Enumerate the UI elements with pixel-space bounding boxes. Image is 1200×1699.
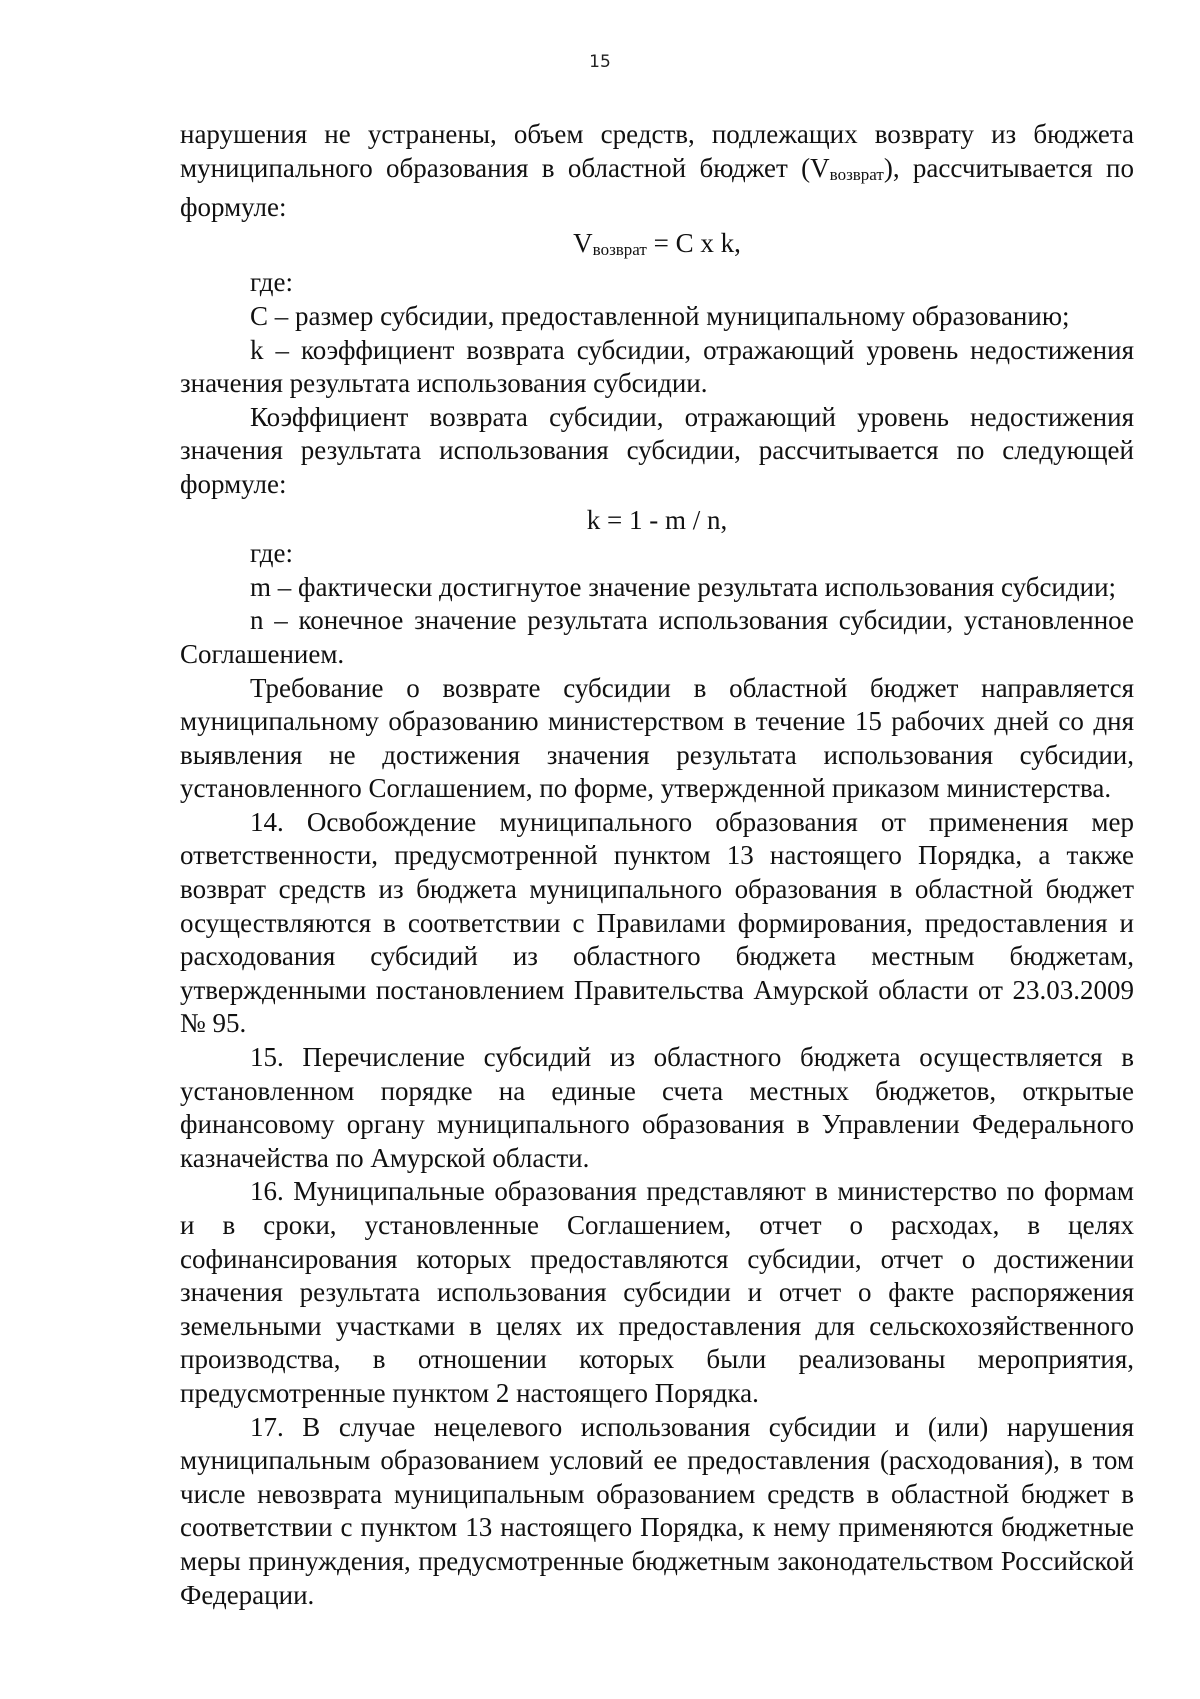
- paragraph-14: 14. Освобождение муниципального образования от применения мер ответственности, предусмотренной пунктом 13 настоящего Порядка, а также возврат средств из бюджета муниципального образования в областной бюджет осуществляются в соответствии с Правилами формирования, предоставления и расходования субсидий из областного бюджета местным бюджетам, утвержденными постановлением Правительства Амурской области от 23.03.2009 № 95.: [180, 806, 1134, 1039]
- formula-coefficient: k = 1 - m / n,: [586, 504, 728, 535]
- paragraph-coefficient: Коэффициент возврата субсидии, отражающий уровень недостижения значения результата использования субсидии, рассчитывается по следующей формуле:: [180, 401, 1134, 499]
- formula-return-volume-rhs: = C x k,: [646, 227, 741, 258]
- formula-return-volume-v: V: [573, 227, 593, 258]
- paragraph-intro: [180, 118, 1134, 225]
- formula-return-volume-subscript: возврат: [592, 239, 647, 259]
- definition-c: C – размер субсидии, предоставленной муниципальному образованию;: [250, 300, 1070, 331]
- paragraph-return-demand: Требование о возврате субсидии в областной бюджет направляется муниципальному образованию министерством в течение 15 рабочих дней со дня выявления не достижения значения результата использования субсидии, установленного Соглашением, по форме, утвержденной приказом министерства.: [180, 672, 1134, 804]
- where-label-1: где:: [250, 267, 293, 298]
- formula-return-volume: [180, 227, 1134, 267]
- definition-m: m – фактически достигнутое значение результата использования субсидии;: [250, 571, 1117, 602]
- document-body: [180, 118, 1134, 1612]
- paragraph-15: 15. Перечисление субсидий из областного бюджета осуществляется в установленном порядке на единые счета местных бюджетов, открытые финансовому органу муниципального образования в Управлении Федерального казначейства по Амурской области.: [180, 1042, 1134, 1173]
- page-number: 15: [589, 52, 611, 72]
- paragraph-17: 17. В случае нецелевого использования субсидии и (или) нарушения муниципальным образованием условий ее предоставления (расходования), в том числе невозврата муниципальным образованием средств в областной бюджет в соответствии с пунктом 13 настоящего Порядка, к нему применяются бюджетные меры принуждения, предусмотренные бюджетным законодательством Российской Федерации.: [180, 1411, 1134, 1610]
- paragraph-intro-text: нарушения не устранены, объем средств, подлежащих возврату из бюджета муниципального образования в областной бюджет (V: [180, 119, 1134, 183]
- where-label-2: где:: [250, 538, 293, 569]
- definition-k: k – коэффициент возврата субсидии, отражающий уровень недостижения значения результата использования субсидии.: [180, 334, 1134, 399]
- paragraph-16: 16. Муниципальные образования представляют в министерство по формам и в сроки, установленные Соглашением, отчет о расходах, в целях софинансирования которых предоставляются субсидии, отчет о достижении значения результата использования субсидии и отчет о факте распоряжения земельными участками в целях их предоставления для сельскохозяйственного производства, в отношении которых были реализованы мероприятия, предусмотренные пунктом 2 настоящего Порядка.: [180, 1176, 1134, 1408]
- paragraph-intro-end: ), рассчитывается по формуле:: [180, 152, 1134, 223]
- v-return-subscript: возврат: [829, 164, 884, 184]
- definition-n: n – конечное значение результата использования субсидии, установленное Соглашением.: [180, 605, 1134, 669]
